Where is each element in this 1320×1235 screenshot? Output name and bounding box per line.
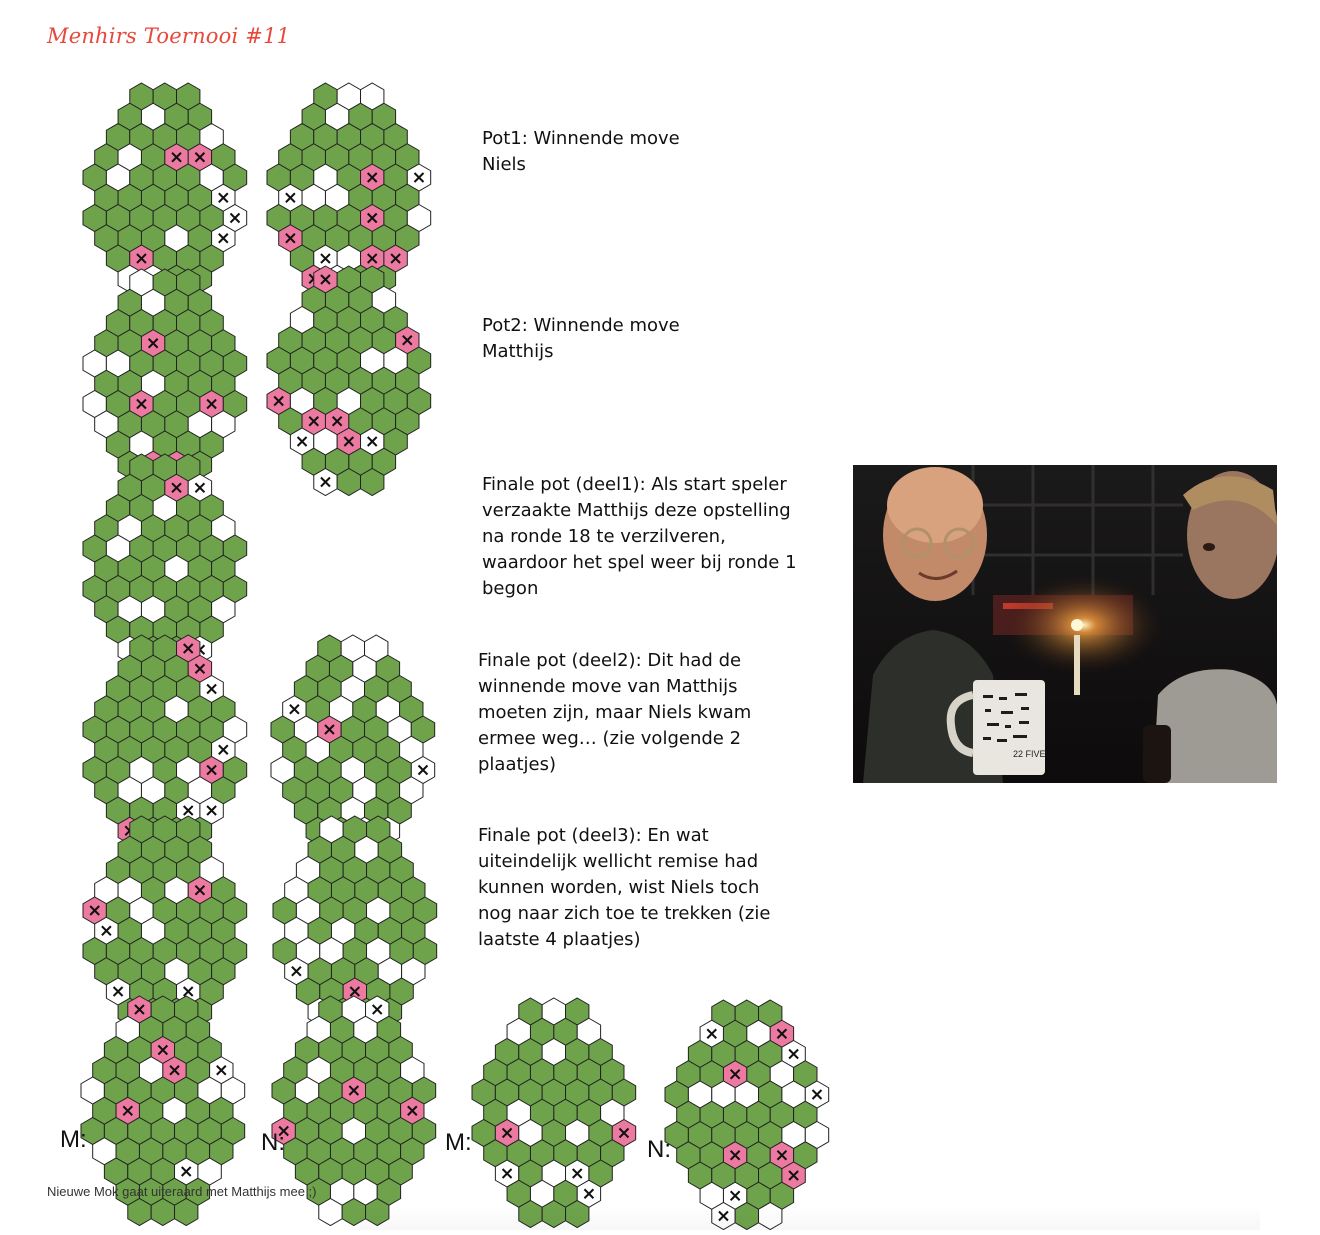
player-label-n: N: xyxy=(647,1136,671,1163)
caption-finale1: Finale pot (deel1): Als start speler verzaakte Matthijs deze opstelling na ronde 18 te verzilveren, waardoor het spel weer bij ronde 1 begon xyxy=(482,474,797,599)
mug-text: 22 FIVE xyxy=(1013,749,1046,759)
footer-note: Nieuwe Mok gaat uiteraard met Matthijs mee ;) xyxy=(47,1184,317,1199)
page-title: Menhirs Toernooi #11 xyxy=(47,24,291,48)
tournament-photo xyxy=(853,465,1277,783)
player-label-m: M: xyxy=(60,1126,87,1153)
hex-board-svg xyxy=(471,997,637,1229)
hex-board-pot2-b xyxy=(266,265,432,501)
hex-board-final-n2 xyxy=(664,999,830,1235)
player-label-n: N: xyxy=(261,1129,285,1156)
caption-pot1: Pot1: Winnende move Niels xyxy=(482,128,680,175)
hex-board-svg xyxy=(266,265,432,497)
hex-board-svg xyxy=(664,999,830,1231)
player-label-m: M: xyxy=(445,1129,472,1156)
caption-finale3: Finale pot (deel3): En wat uiteindelijk wellicht remise had kunnen worden, wist Niels toch nog naar zich toe te trekken (zie laatste 4 plaatjes) xyxy=(478,825,771,950)
page-bottom-shade xyxy=(360,1205,1260,1230)
caption-finale2: Finale pot (deel2): Dit had de winnende move van Matthijs moeten zijn, maar Niels kwam ermee weg… (zie volgende 2 plaatjes) xyxy=(478,650,752,775)
hex-board-final-m2 xyxy=(471,997,637,1233)
caption-pot2: Pot2: Winnende move Matthijs xyxy=(482,315,680,362)
